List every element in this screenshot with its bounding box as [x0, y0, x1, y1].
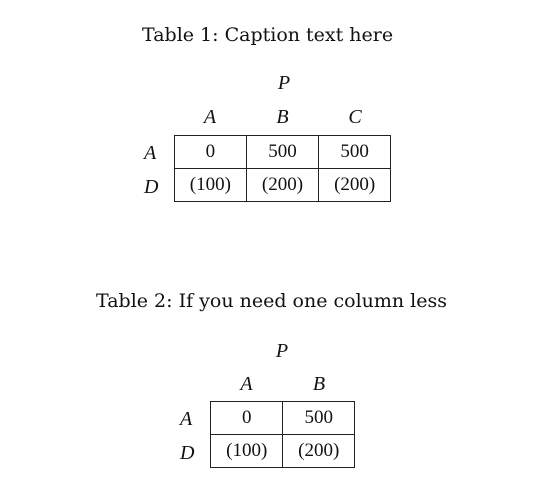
table-2-row-label-a: A [180, 408, 193, 430]
table-1-col-header-a: A [203, 106, 217, 128]
table-2-col-header-b: B [312, 373, 326, 395]
table-2-col-header-a: A [240, 373, 253, 395]
table-cell: 0 [211, 402, 283, 435]
table-cell: (100) [211, 435, 283, 468]
table-2-grid [210, 401, 355, 468]
table-row [175, 169, 391, 202]
table-cell: 500 [319, 136, 391, 169]
table-1-row-label-a: A [144, 142, 157, 164]
table-cell: (200) [246, 169, 319, 202]
table-2-super-header: P [275, 340, 289, 362]
table-1-col-header-c: C [348, 106, 362, 128]
table-cell: (200) [319, 169, 391, 202]
table-row [211, 402, 355, 435]
table-1-caption: Table 1: Caption text here [142, 24, 394, 46]
table-1-col-header-b: B [276, 106, 289, 128]
table-2-row-label-d: D [180, 442, 195, 464]
table-2-caption: Table 2: If you need one column less [96, 290, 447, 312]
table-cell: 0 [175, 136, 247, 169]
table-cell: (200) [283, 435, 355, 468]
table-1-super-header: P [277, 72, 291, 94]
table-1-grid [174, 135, 391, 202]
table-row [175, 136, 391, 169]
table-row [211, 435, 355, 468]
table-cell: 500 [283, 402, 355, 435]
table-1-row-label-d: D [144, 176, 159, 198]
table-cell: 500 [246, 136, 319, 169]
table-cell: (100) [175, 169, 247, 202]
